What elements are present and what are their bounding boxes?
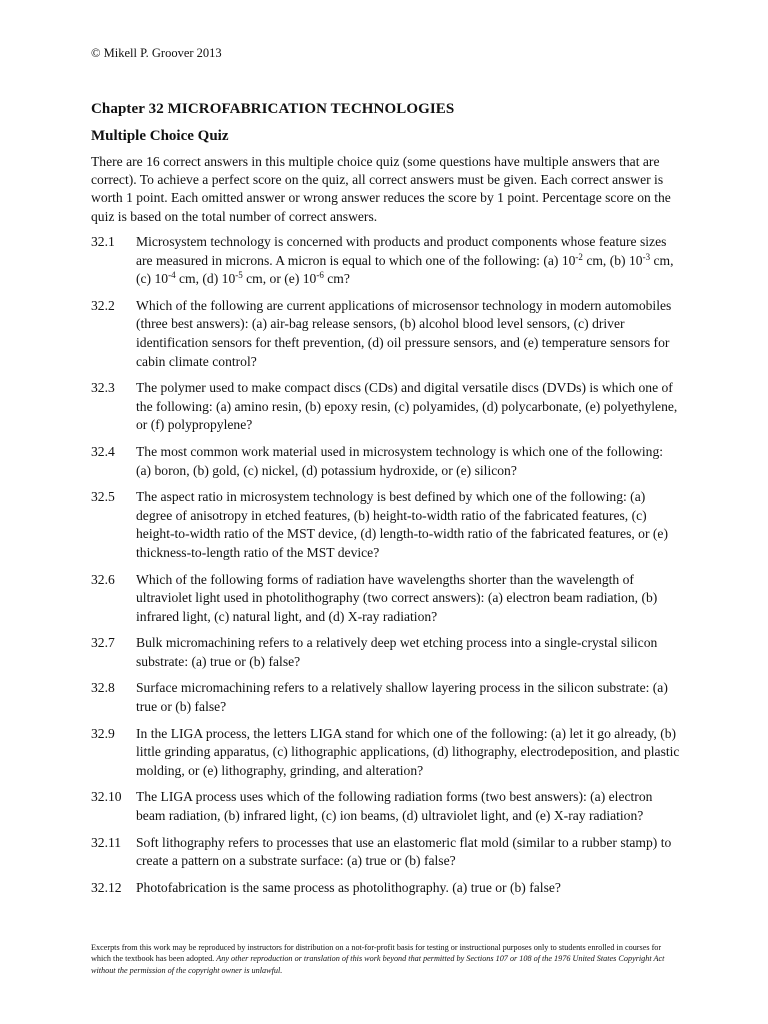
question-number: 32.3 — [91, 380, 115, 396]
question-item — [91, 379, 691, 435]
question-number: 32.9 — [91, 725, 115, 741]
question-text: The polymer used to make compact discs (CDs) and digital versatile discs (DVDs) is which one of the following: (a) amino resin, (b) epoxy resin, (c) polyamides, (d) polycarbonate, (e) polyethylene, or (f) polypropylene? — [136, 380, 678, 433]
question-item — [91, 879, 691, 898]
question-item — [91, 443, 691, 480]
question-text: The LIGA process uses which of the following radiation forms (two best answers): (a) electron beam radiation, (b) infrared light, (c) ion beams, (d) ultraviolet light, and (e) X-ray radiation? — [136, 789, 653, 824]
question-item — [91, 788, 691, 825]
question-list — [91, 233, 691, 897]
question-number: 32.5 — [91, 489, 115, 505]
question-item — [91, 488, 691, 562]
question-text: Surface micromachining refers to a relatively shallow layering process in the silicon substrate: (a) true or (b) false? — [136, 680, 668, 715]
copyright-footer — [91, 942, 681, 976]
question-number: 32.1 — [91, 234, 115, 249]
question-number: 32.4 — [91, 443, 115, 459]
question-number: 32.10 — [91, 789, 122, 805]
question-text: The aspect ratio in microsystem technology is best defined by which one of the following: (a) degree of anisotropy in etched features, (b) height-to-width ratio of the fabricated features, (c) height-to-width ratio of the MST device, (d) length-to-width ratio of the fabricated features, or (e) thickness-to-length ratio of the MST device? — [136, 489, 668, 560]
copyright-header: © Mikell P. Groover 2013 — [91, 46, 222, 60]
quiz-instructions: There are 16 correct answers in this multiple choice quiz (some questions have multiple answers that are correct). To achieve a perfect score on the quiz, all correct answers must be given. Each correct answer is worth 1 point. Each omitted answer or wrong answer reduces the score by 1 point. Percentage score on the quiz is based on the total number of correct answers. — [91, 154, 671, 224]
question-item — [91, 834, 691, 871]
question-item — [91, 679, 691, 716]
footer-legal-notice: Any other reproduction or translation of this work beyond that permitted by Sections 107 or 108 of the 1976 United States Copyright Act without the permission of the copyright owner is unlawful. — [91, 954, 665, 975]
question-item — [91, 297, 691, 371]
question-text: The most common work material used in microsystem technology is which one of the following: (a) boron, (b) gold, (c) nickel, (d) potassium hydroxide, or (e) silicon? — [136, 443, 664, 478]
question-number: 32.6 — [91, 571, 115, 587]
question-item — [91, 233, 691, 289]
question-item — [91, 725, 691, 781]
question-number: 32.2 — [91, 297, 115, 313]
question-number: 32.8 — [91, 680, 115, 696]
question-text: Photofabrication is the same process as photolithography. (a) true or (b) false? — [136, 879, 561, 895]
chapter-title: Chapter 32 MICROFABRICATION TECHNOLOGIES — [91, 101, 455, 117]
question-text: Bulk micromachining refers to a relatively deep wet etching process into a single-crystal silicon substrate: (a) true or (b) false? — [136, 635, 658, 669]
question-item — [91, 571, 691, 627]
question-item — [91, 634, 691, 671]
question-text: Soft lithography refers to processes that use an elastomeric flat mold (similar to a rubber stamp) to create a pattern on a substrate surface: (a) true or (b) false? — [136, 834, 672, 869]
footer-notice: Excerpts from this work may be reproduced by instructors for distribution on a not-for-profit basis for testing or instructional purposes only to students enrolled in courses for which the textbook has been adopted. — [91, 943, 662, 964]
question-text: Which of the following forms of radiation have wavelengths shorter than the wavelength of ultraviolet light used in photolithography (two correct answers): (a) electron beam radiation, (b) infrared light, (c) natural light, and (d) X-ray radiation? — [136, 571, 658, 624]
question-text: Which of the following are current applications of microsensor technology in modern automobiles (three best answers): (a) air-bag release sensors, (b) alcohol blood level sensors, (c) driver identification sensors for theft prevention, (d) oil pressure sensors, and (e) temperature sensors for cabin climate control? — [136, 297, 672, 369]
question-number: 32.12 — [91, 879, 122, 895]
question-number: 32.11 — [91, 834, 122, 850]
question-text: In the LIGA process, the letters LIGA stand for which one of the following: (a) let it go already, (b) little grinding apparatus, (c) lithographic applications, (d) lithography, electrodeposition, and plastic molding, or (e) lithography, grinding, and alteration? — [136, 725, 680, 778]
question-text: Microsystem technology is concerned with products and product components whose feature sizes are measured in microns. A micron is equal to which one of the following: (a) $10^{-2}$ cm, (b) $10^{-3}$ cm, (c) $10^{-4}$ cm, (d) $10^{-5}$ cm, or (e) $10^{-6}$ cm? — [136, 234, 674, 287]
question-number: 32.7 — [91, 635, 115, 651]
quiz-title: Multiple Choice Quiz — [91, 128, 229, 144]
